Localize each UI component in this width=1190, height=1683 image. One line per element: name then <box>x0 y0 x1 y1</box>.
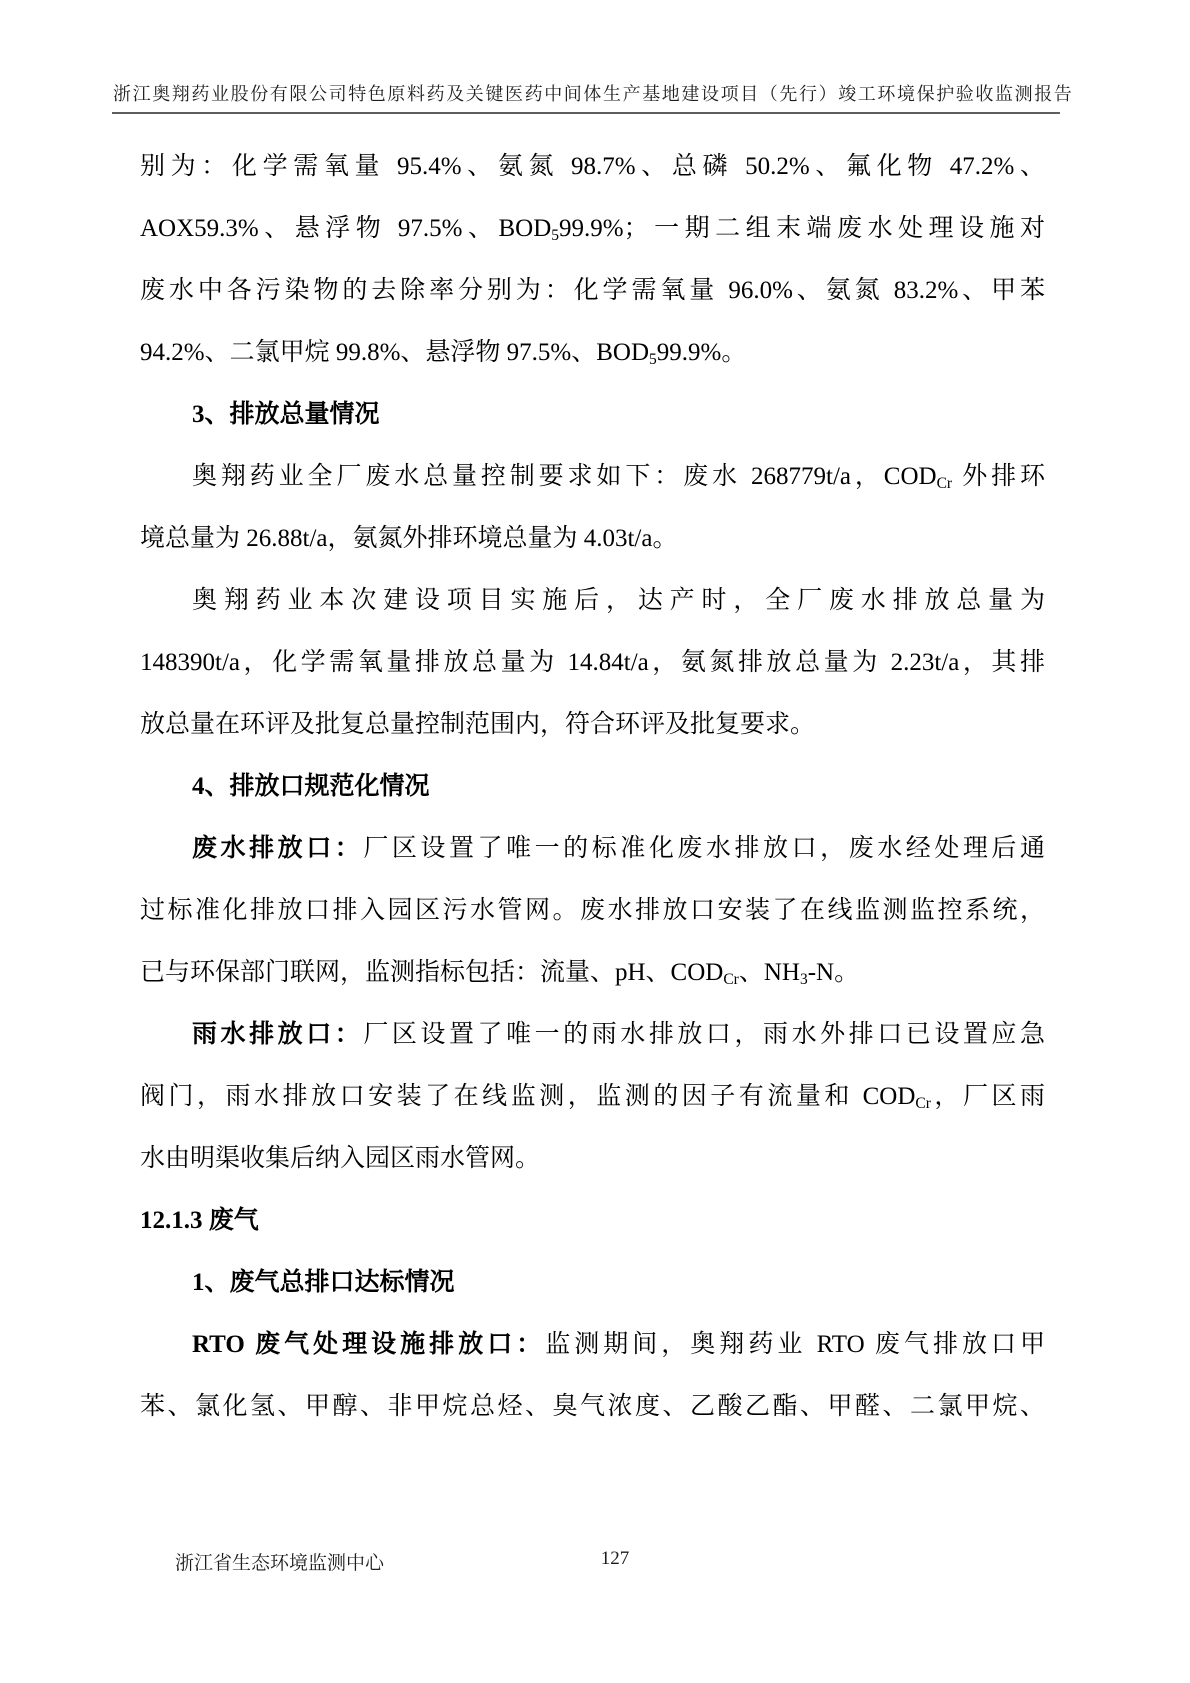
section-heading: 1、废气总排口达标情况 <box>192 1269 455 1296</box>
text-line: 别为：化学需氧量 95.4%、氨氮 98.7%、总磷 50.2%、氟化物 47.2%、 <box>140 153 1045 180</box>
text-line: AOX59.3%、悬浮物 97.5%、BOD599.9%；一期二组末端废水处理设施对 <box>140 215 1045 245</box>
section-heading: 12.1.3 废气 <box>140 1207 259 1234</box>
footer-organization: 浙江省生态环境监测中心 <box>175 1553 385 1574</box>
footer-page-number: 127 <box>600 1548 630 1569</box>
section-heading: 4、排放口规范化情况 <box>192 773 430 800</box>
text-line: 废水排放口：厂区设置了唯一的标准化废水排放口，废水经处理后通 <box>192 835 1045 862</box>
document-body <box>140 136 1045 1438</box>
text-line: 阀门，雨水排放口安装了在线监测，监测的因子有流量和 CODCr，厂区雨 <box>140 1083 1045 1113</box>
text-line: 放总量在环评及批复总量控制范围内，符合环评及批复要求。 <box>140 711 816 738</box>
text-line: 废水中各污染物的去除率分别为：化学需氧量 96.0%、氨氮 83.2%、甲苯 <box>140 277 1045 304</box>
text-line: 过标准化排放口排入园区污水管网。废水排放口安装了在线监测监控系统， <box>140 897 1045 924</box>
header-divider <box>112 112 1060 114</box>
text-line: 苯、氯化氢、甲醇、非甲烷总烃、臭气浓度、乙酸乙酯、甲醛、二氯甲烷、 <box>140 1393 1045 1420</box>
text-line: 奥翔药业全厂废水总量控制要求如下：废水 268779t/a，CODCr 外排环 <box>192 463 1045 493</box>
text-line: 148390t/a，化学需氧量排放总量为 14.84t/a，氨氮排放总量为 2.23t/a，其排 <box>140 649 1045 676</box>
text-line: 94.2%、二氯甲烷 99.8%、悬浮物 97.5%、BOD599.9%。 <box>140 339 747 369</box>
text-line: 已与环保部门联网，监测指标包括：流量、pH、CODCr、NH3-N。 <box>140 959 860 989</box>
text-line: 雨水排放口：厂区设置了唯一的雨水排放口，雨水外排口已设置应急 <box>192 1021 1045 1048</box>
text-line: 水由明渠收集后纳入园区雨水管网。 <box>140 1145 541 1172</box>
text-line: 境总量为 26.88t/a，氨氮外排环境总量为 4.03t/a。 <box>140 525 678 552</box>
text-line: 奥翔药业本次建设项目实施后，达产时，全厂废水排放总量为 <box>192 587 1045 614</box>
page-header-title: 浙江奥翔药业股份有限公司特色原料药及关键医药中间体生产基地建设项目（先行）竣工环境保护验收监测报告 <box>113 84 1074 104</box>
section-heading: 3、排放总量情况 <box>192 401 380 428</box>
text-line: RTO 废气处理设施排放口：监测期间，奥翔药业 RTO 废气排放口甲 <box>192 1331 1045 1358</box>
